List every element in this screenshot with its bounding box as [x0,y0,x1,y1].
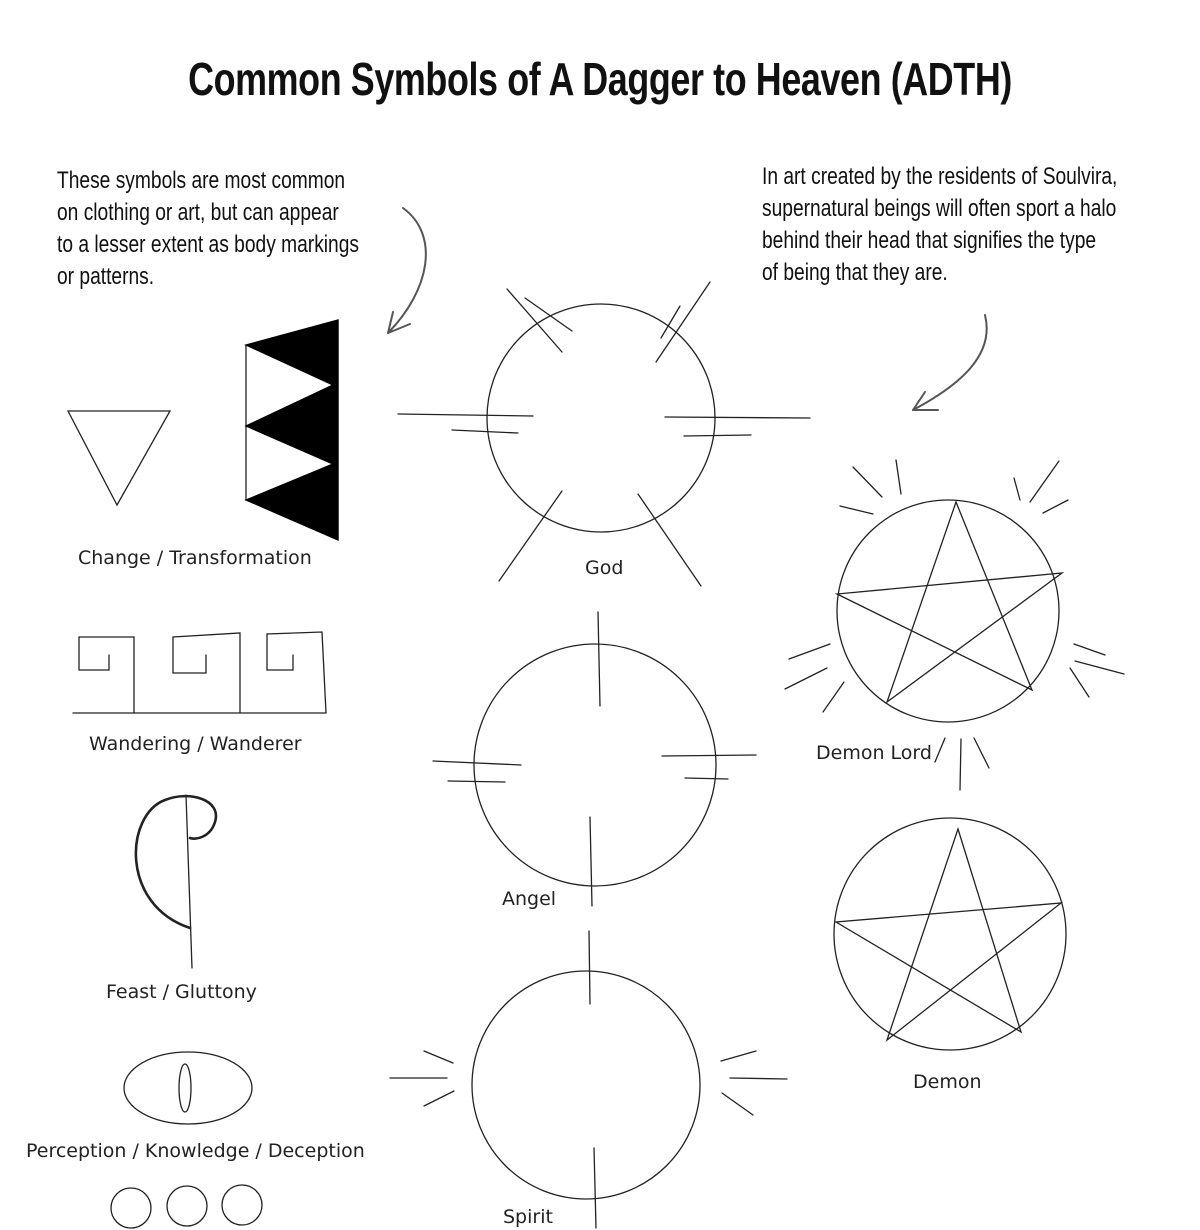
label-perception: Perception / Knowledge / Deception [26,1140,365,1162]
angel-halo-icon [433,612,756,906]
god-halo-icon [398,282,810,586]
label-wandering: Wandering / Wanderer [89,733,302,755]
label-spirit: Spirit [503,1206,553,1228]
label-angel: Angel [502,888,557,910]
label-feast: Feast / Gluttony [106,981,257,1003]
demon-halo-icon [834,818,1066,1050]
intro-note-left: These symbols are most common on clothing or art, but can appear to a lesser extent as body markings or patterns. [57,167,360,290]
three-circles-icon [111,1185,262,1228]
meander-pattern-icon [73,632,326,713]
zigzag-band-icon [246,320,338,540]
demon-lord-halo-icon [785,460,1124,790]
label-demon-lord: Demon Lord [816,742,932,764]
feast-symbol-icon [136,795,216,968]
label-change: Change / Transformation [78,547,312,569]
eye-symbol-icon [124,1052,252,1124]
arrow-right-icon [913,315,987,410]
arrow-left-icon [388,208,426,333]
intro-note-right: In art created by the residents of Soulvira, supernatural beings will often sport a halo behind their head that signifies the type of being that they are. [762,163,1118,286]
label-god: God [585,557,624,579]
spirit-halo-icon [390,931,787,1228]
page-title: Common Symbols of A Dagger to Heaven (ADTH) [188,53,1012,105]
downward-triangle-icon [68,411,170,505]
label-demon: Demon [913,1071,982,1093]
